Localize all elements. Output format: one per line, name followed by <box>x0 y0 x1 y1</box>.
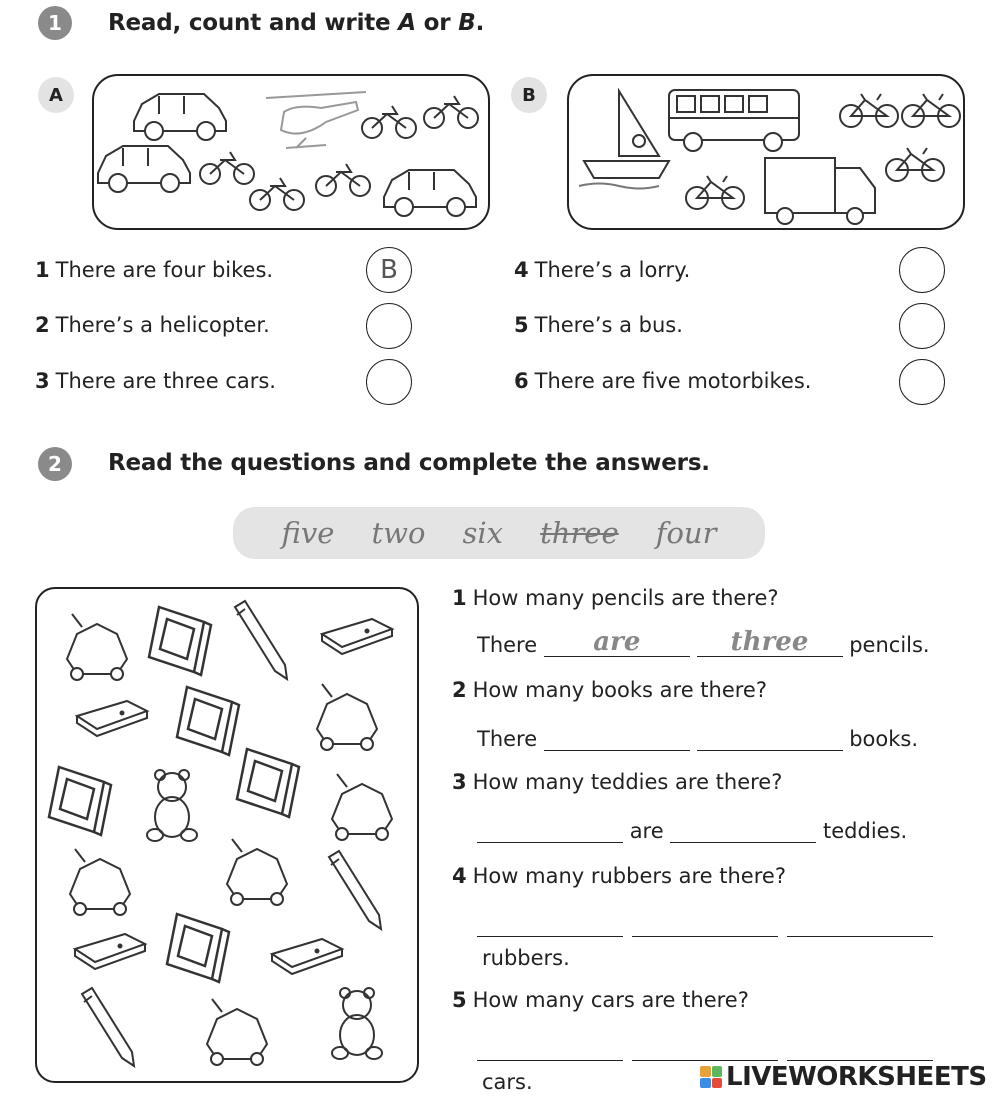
answer-line-1: There are three pencils. <box>477 627 930 657</box>
vehicles-b-illustration <box>569 76 963 228</box>
answer-box-6[interactable] <box>899 359 945 405</box>
liveworksheets-logo <box>700 1062 987 1092</box>
book-icon <box>49 767 111 835</box>
answer-box-5[interactable] <box>899 303 945 349</box>
word-bank <box>233 507 765 559</box>
answer-line-4 <box>477 910 933 937</box>
title-text: Read, count and write <box>108 10 399 36</box>
car-icon <box>134 94 226 140</box>
toy-car-icon <box>317 684 377 750</box>
word-four: four <box>655 516 717 550</box>
rubber-icon <box>77 701 147 736</box>
answer-4-blank-2[interactable] <box>632 910 778 937</box>
word-two: two <box>371 516 426 550</box>
rubber-icon <box>75 934 145 969</box>
word-six: six <box>462 516 504 550</box>
answer-5-suffix: cars. <box>482 1070 533 1094</box>
book-icon <box>237 749 299 817</box>
title-b: B <box>458 10 476 36</box>
statement-3: 3 There are three cars. <box>35 369 276 393</box>
objects-picture <box>35 587 419 1083</box>
pencil-icon <box>329 851 381 929</box>
teddy-icon <box>147 770 197 841</box>
answer-box-2[interactable] <box>366 303 412 349</box>
question-5: 5 How many cars are there? <box>452 988 749 1012</box>
lorry-icon <box>765 158 875 224</box>
logo-text: LIVEWORKSHEETS <box>726 1062 987 1092</box>
picture-b-label: B <box>511 77 547 113</box>
motorbike-icons <box>200 96 478 210</box>
answer-line-2: There books. <box>477 724 918 751</box>
pencil-icon <box>235 601 287 679</box>
toy-car-icon <box>70 849 130 915</box>
toy-car-icon <box>332 774 392 840</box>
teddy-icon <box>332 988 382 1059</box>
answer-box-3[interactable] <box>366 359 412 405</box>
answer-line-5 <box>477 1034 933 1061</box>
vehicles-a-illustration <box>94 76 488 228</box>
answer-4-suffix: rubbers. <box>482 946 570 970</box>
bus-icon <box>669 90 799 151</box>
answer-line-3: are teddies. <box>477 816 907 843</box>
title-or: or <box>415 10 459 36</box>
statement-4: 4 There’s a lorry. <box>514 258 691 282</box>
car-icon <box>98 146 190 192</box>
pencil-icon <box>82 988 134 1066</box>
helicopter-icon <box>266 92 366 148</box>
picture-b <box>567 74 965 230</box>
statement-6: 6 There are five motorbikes. <box>514 369 812 393</box>
statement-2: 2 There’s a helicopter. <box>35 313 270 337</box>
answer-5-blank-2[interactable] <box>632 1034 778 1061</box>
rubber-icon <box>272 939 342 974</box>
car-icon <box>384 170 476 216</box>
logo-mark-icon <box>700 1066 722 1088</box>
section-2-title: Read the questions and complete the answers. <box>108 450 710 476</box>
answer-5-blank-3[interactable] <box>787 1034 933 1061</box>
book-icon <box>177 687 239 755</box>
answer-4-blank-1[interactable] <box>477 910 623 937</box>
statement-1: 1 There are four bikes. <box>35 258 274 282</box>
answer-box-4[interactable] <box>899 247 945 293</box>
answer-2-blank-2[interactable] <box>697 724 843 751</box>
title-end: . <box>475 10 485 36</box>
toy-car-icon <box>207 999 267 1065</box>
section-1-badge: 1 <box>38 6 72 40</box>
question-4: 4 How many rubbers are there? <box>452 864 786 888</box>
rubber-icon <box>322 619 392 654</box>
section-2-badge: 2 <box>38 447 72 481</box>
answer-4-blank-3[interactable] <box>787 910 933 937</box>
book-icon <box>149 607 211 675</box>
statement-5: 5 There’s a bus. <box>514 313 683 337</box>
toy-car-icon <box>227 839 287 905</box>
section-1-title <box>108 10 484 36</box>
question-1: 1 How many pencils are there? <box>452 586 779 610</box>
book-icon <box>167 914 229 982</box>
picture-a <box>92 74 490 230</box>
picture-a-label: A <box>38 77 74 113</box>
word-three: three <box>540 516 619 550</box>
answer-3-blank-1[interactable] <box>477 816 623 843</box>
boat-icon <box>579 91 669 189</box>
word-five: five <box>281 516 335 550</box>
question-2: 2 How many books are there? <box>452 678 767 702</box>
answer-5-blank-1[interactable] <box>477 1034 623 1061</box>
answer-1-blank-2[interactable]: three <box>697 630 843 657</box>
answer-box-1[interactable]: B <box>366 247 412 293</box>
answer-2-blank-1[interactable] <box>544 724 690 751</box>
toy-car-icon <box>67 614 127 680</box>
title-a: A <box>398 10 416 36</box>
answer-1-blank-1[interactable]: are <box>544 630 690 657</box>
question-3: 3 How many teddies are there? <box>452 770 783 794</box>
answer-3-blank-2[interactable] <box>670 816 816 843</box>
objects-illustration <box>37 589 417 1081</box>
